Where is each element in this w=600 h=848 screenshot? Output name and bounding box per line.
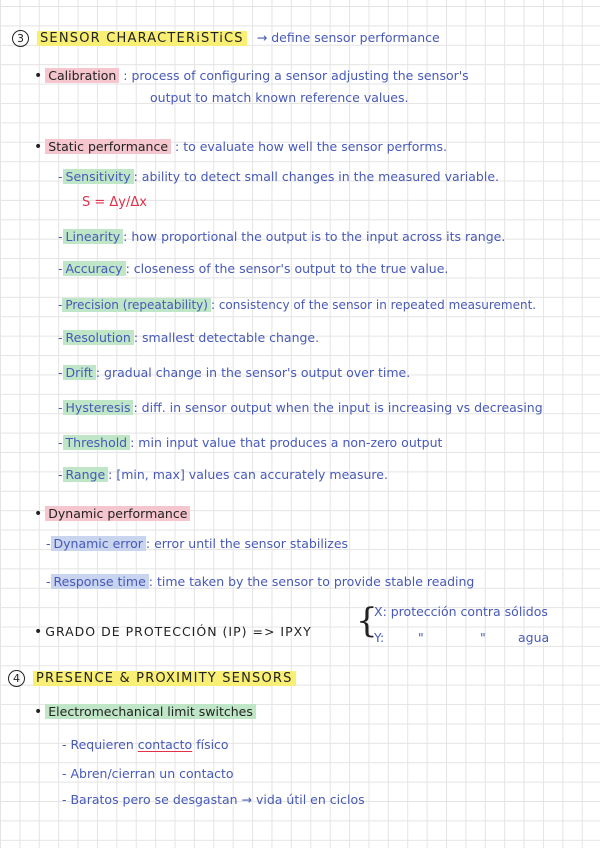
list-item: - Response time : time taken by the sensor to provide stable reading — [46, 574, 475, 589]
list-item — [62, 737, 229, 753]
item-def: : time taken by the sensor to provide stable reading — [148, 574, 475, 589]
bullet-icon: • — [34, 139, 43, 155]
calibration-term: Calibration — [45, 68, 119, 83]
ip-x-line: X: protección contra sólidos — [374, 604, 548, 619]
list-item: - Accuracy : closeness of the sensor's output to the true value. — [58, 261, 449, 276]
item-pre: - Requieren — [62, 737, 138, 752]
ip-text: GRADO DE PROTECCIÓN (IP) => IPXY — [45, 624, 312, 639]
item-def: : smallest detectable change. — [133, 330, 320, 345]
brace-icon: { — [356, 601, 378, 641]
item-term: Precision (repeatability) — [62, 298, 211, 312]
calibration-line-1 — [34, 68, 469, 84]
list-item: - Precision (repeatability) : consistency of the sensor in repeated measurement. — [58, 298, 537, 312]
item-def: : diff. in sensor output when the input is increasing vs decreasing — [133, 400, 543, 415]
bullet-icon: • — [34, 68, 43, 84]
list-item: - Drift : gradual change in the sensor's output over time. — [58, 365, 411, 380]
item-term: Linearity — [63, 229, 124, 244]
sensitivity-formula: S = Δy/Δx — [82, 195, 147, 210]
item-mark: contacto — [137, 737, 193, 752]
item-def: : ability to detect small changes in the measured variable. — [133, 169, 499, 184]
list-item: - Threshold : min input value that produces a non-zero output — [58, 435, 443, 450]
sec4-sub-term: Electromechanical limit switches — [45, 704, 256, 719]
static-def: : to evaluate how well the sensor performs. — [175, 139, 447, 154]
item-term: Dynamic error — [51, 536, 146, 551]
item-term: Sensitivity — [63, 169, 134, 184]
item-term: Accuracy — [63, 261, 126, 276]
list-item: - Hysteresis : diff. in sensor output when the input is increasing vs decreasing — [58, 400, 543, 415]
list-item: - Dynamic error : error until the sensor stabilizes — [46, 536, 349, 551]
ip-y-ditto-2: " — [480, 630, 486, 645]
static-performance — [34, 139, 447, 155]
bullet-icon: • — [34, 704, 43, 720]
sec4-sub — [34, 704, 256, 720]
ip-y-label: Y: — [374, 630, 385, 645]
item-def: : gradual change in the sensor's output over time. — [95, 365, 411, 380]
item-def: : min input value that produces a non-zero output — [130, 435, 443, 450]
item-def: : [min, max] values can accurately measure. — [108, 467, 388, 482]
section-number: 3 — [12, 30, 29, 47]
list-item: - Resolution : smallest detectable change. — [58, 330, 320, 345]
item-def: : consistency of the sensor in repeated measurement. — [210, 298, 537, 312]
bullet-icon: • — [34, 506, 43, 522]
section-4-heading — [8, 670, 296, 687]
list-item: - Linearity : how proportional the output is to the input across its range. — [58, 229, 506, 244]
list-item: - Sensitivity : ability to detect small changes in the measured variable. — [58, 169, 499, 184]
item-term: Threshold — [63, 435, 131, 450]
dynamic-performance — [34, 506, 190, 522]
calibration-line-2: output to match known reference values. — [150, 90, 409, 105]
list-item — [62, 792, 365, 808]
static-term: Static performance — [45, 139, 171, 154]
item-term: Response time — [51, 574, 149, 589]
item-pre: - Abren/cierran un contacto — [62, 766, 234, 781]
item-term: Resolution — [63, 330, 134, 345]
section-title: PRESENCE & PROXIMITY SENSORS — [33, 671, 296, 686]
item-pre: - Baratos pero se desgastan → vida útil en ciclos — [62, 792, 365, 807]
list-item — [62, 766, 234, 782]
ip-line — [34, 624, 312, 640]
item-def: : error until the sensor stabilizes — [145, 536, 349, 551]
section-number: 4 — [8, 670, 25, 687]
section-note: → define sensor performance — [256, 30, 440, 45]
ip-y-word: agua — [518, 630, 550, 645]
ip-y-ditto-1: " — [418, 630, 424, 645]
item-post: físico — [192, 737, 229, 752]
bullet-icon: • — [34, 624, 43, 640]
section-title: SENSOR CHARACTERiSTiCS — [37, 31, 247, 46]
calibration-def: : process of configuring a sensor adjusting the sensor's — [123, 68, 469, 83]
dynamic-term: Dynamic performance — [45, 506, 190, 521]
item-term: Drift — [63, 365, 96, 380]
item-term: Range — [63, 467, 109, 482]
section-3-heading — [12, 30, 440, 47]
list-item: - Range : [min, max] values can accurately measure. — [58, 467, 388, 482]
item-def: : closeness of the sensor's output to the true value. — [125, 261, 449, 276]
item-def: : how proportional the output is to the input across its range. — [123, 229, 506, 244]
item-term: Hysteresis — [63, 400, 134, 415]
